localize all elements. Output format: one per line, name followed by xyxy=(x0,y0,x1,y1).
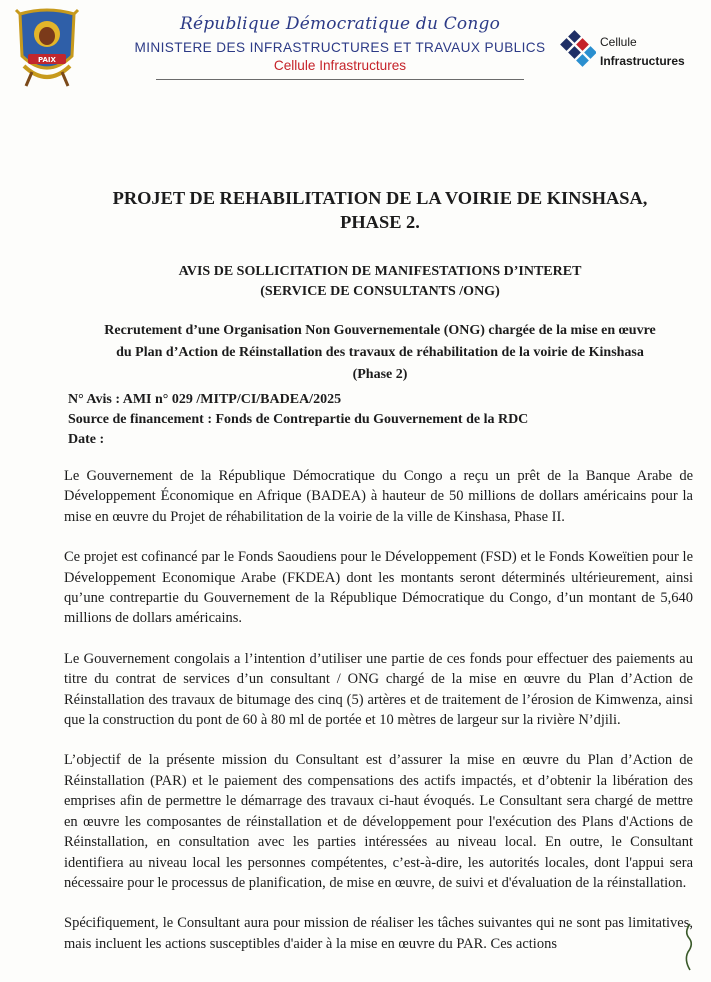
financing-source: Source de financement : Fonds de Contrepartie du Gouvernement de la RDC xyxy=(68,412,529,427)
project-title xyxy=(60,186,700,234)
notice-heading-line2: (SERVICE DE CONSULTANTS /ONG) xyxy=(260,284,500,299)
project-title-line2: PHASE 2. xyxy=(340,212,420,232)
logo-text-line2: Infrastructures xyxy=(600,54,685,68)
recruitment-line3: (Phase 2) xyxy=(352,367,408,382)
recruitment-line2: du Plan d’Action de Réinstallation des travaux de réhabilitation de la voirie de Kinshasa xyxy=(116,345,644,360)
unit-name: Cellule Infrastructures xyxy=(273,58,407,73)
notice-heading xyxy=(60,262,700,302)
header-divider xyxy=(156,79,524,80)
project-title-line1: PROJET DE REHABILITATION DE LA VOIRIE DE KINSHASA, xyxy=(112,188,648,208)
initials-mark xyxy=(680,922,700,972)
notice-date: Date : xyxy=(68,432,105,447)
cellule-infrastructures-logo xyxy=(556,30,696,70)
paragraph: Ce projet est cofinancé par le Fonds Saoudiens pour le Développement (FSD) et le Fonds Koweïtien pour le Développement Economique Arabe (FKDEA) dont les montants seront déterminés ultérieurement, ainsi qu’une contrepartie du Gouvernement de la République Démocratique du Congo, d’un montant de 5,640 millions de dollars américains. xyxy=(64,549,693,627)
notice-number: N° Avis : AMI n° 029 /MITP/CI/BADEA/2025 xyxy=(68,392,342,407)
paragraph: Le Gouvernement congolais a l’intention d’utiliser une partie de ces fonds pour effectuer des paiements au titre du contrat de services d’un consultant / ONG chargé de la mise en œuvre du Plan d’Action de Réinstallation des travaux de bitumage des cinq (5) artères et de traitement de l’érosion de Kimwenza, ainsi que la construction du pont de 60 à 80 ml de portée et 10 mètres de largeur sur la rivière N’djili. xyxy=(64,650,693,729)
body-text xyxy=(64,466,693,974)
paragraph: L’objectif de la présente mission du Consultant est d’assurer la mise en œuvre du Plan d’Action de Réinstallation (PAR) et le paiement des compensations des actifs impactés, et d’obtenir la libération des emprises afin de permettre le démarrage des travaux ci-haut évoqués. Le Consultant sera chargé de mettre en œuvre les composantes de réinstallation et de développement pour l'exécution des Plans d'Actions de Réinstallation, en consultation avec les parties intéressées au niveau local. En outre, le Consultant identifiera au niveau local les personnes compétentes, c’est-à-dire, les autorités locales, dont l'appui sera nécessaire pour le processus de planification, de mise en œuvre, de suivi et d'évaluation de la réinstallation. xyxy=(64,752,693,891)
country-name: République Démocratique du Congo xyxy=(179,14,501,34)
notice-metadata xyxy=(68,390,528,450)
paragraph: Spécifiquement, le Consultant aura pour mission de réaliser les tâches suivantes qui ne sont pas limitatives, mais incluent les actions susceptibles d'aider à la mise en œuvre du PAR. Ces actions xyxy=(64,915,693,952)
ministry-name: MINISTERE DES INFRASTRUCTURES ET TRAVAUX PUBLICS xyxy=(134,40,546,55)
recruitment-subtitle xyxy=(60,320,700,386)
recruitment-line1: Recrutement d’une Organisation Non Gouvernementale (ONG) chargée de la mise en œuvre xyxy=(104,323,656,338)
logo-text-line1: Cellule xyxy=(600,35,637,49)
coat-of-arms-emblem xyxy=(12,8,82,90)
letterhead xyxy=(130,14,550,80)
notice-heading-line1: AVIS DE SOLLICITATION DE MANIFESTATIONS D’INTERET xyxy=(178,264,582,279)
logo-diamond-icon xyxy=(556,30,596,70)
paragraph: Le Gouvernement de la République Démocratique du Congo a reçu un prêt de la Banque Arabe de Développement Économique en Afrique (BADEA) à hauteur de 50 millions de dollars américains pour la mise en œuvre du Projet de réhabilitation de la voirie de la ville de Kinshasa, Phase II. xyxy=(64,468,693,525)
coat-motto: PAIX xyxy=(38,56,56,64)
